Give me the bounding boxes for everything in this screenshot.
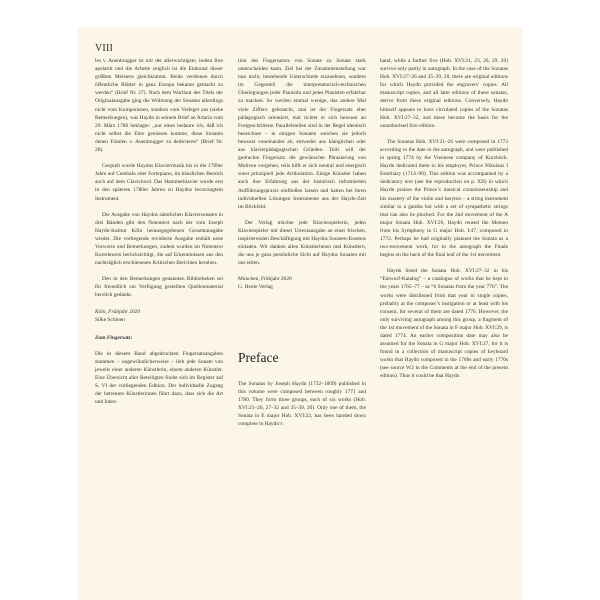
english-preface-column-3 (380, 57, 508, 389)
preface-heading: Preface (238, 350, 279, 365)
signature-name: Silke Schloen (95, 316, 125, 323)
german-preface-column-1 (95, 57, 223, 414)
signature-place-date: Köln, Frühjahr 2020 (95, 308, 141, 315)
signature-block (238, 275, 366, 291)
signature-block (95, 308, 223, 324)
paragraph: Den in den Bemerkungen genannten Bibliotheken sei für freundlich zur Verfügung gestellten Quellenmaterial herzlich gedankt. (95, 276, 223, 299)
paragraph: Haydn listed the Sonata Hob. XVI:27–32 in his “Entwurf-Katalog” – a catalogue of works that he kept in the years 1765–77 – as “6 Sonatas from the year 776”. The works were distributed from that year in single copies, probably at the composer’s instigation or at least with his consent, for several of them are dated 1776. However, the only surviving autograph among this group, a fragment of the 1st movement of the Sonata in F major Hob. XVI:29, is dated 1774. An earlier composition date may also be assumed for the Sonata in G major Hob. XVI:27, for it is found in a collection of manuscript copies of keyboard works that Haydn composed in the 1760s and early 1770s (see source W2 in the Comments at the end of the present edition). Thus it could be that Haydn (380, 268, 509, 380)
paragraph: The Sonatas by Joseph Haydn (1732–1809) published in this volume were composed between roughly 1771 and 1780. They form three groups, each of six works (Hob. XVI:21–26, 27–32 and 35–39, 20). Only one of them, the Sonata in E major Hob. XVI:22, has been handed down complete in Haydn’s (238, 381, 366, 428)
signature-place-date: München, Frühjahr 2020 (238, 276, 292, 283)
german-preface-column-2 (238, 57, 366, 302)
paragraph: hand, while a further five (Hob. XVI:21, 23, 26, 29, 20) survive only partly in autograph. In the case of the Sonatas Hob. XVI:27–26 and 35–39, 20, there are original editions for which Haydn provided the engravers’ copies. All manuscript copies, and all later editions of these sonatas, derive from these original editions. Conversely, Haydn himself appears to have circulated copies of the Sonatas Hob. XVI:27–32, and these become the basis for the unauthorised first edition. (380, 58, 508, 129)
paragraph: Die in diesem Band abgedruckten Fingersatzangaben stammen – ungewöhnlicherweise – lieb jede Sonate von jeweils einer anderen Künstlerin, einem anderen Künstler. Eine Übersicht aller Beteiligten findet sich im Register auf S. VI der vorliegenden Edition. Der individuelle Zugang der betreuten Künstlerinnen führt dazu, dass sich die Art und Inten- (95, 350, 223, 406)
paragraph: The Sonatas Hob. XVI:21–26 were composed in 1773 according to the date in the autograph, and were published in spring 1774 by the Viennese company of Kurzböck. Haydn dedicated them to his employer, Prince Nikolaus I Esterházy (1714–90). This edition was accompanied by a dedicatory text (see the reproduction on p. XII) in which Haydn praises the Prince’s musical connoisseurship and his mastery of the violin and baryton – a string instrument similar to a gamba but with a set of sympathetic strings that can also be plucked. For the 2nd movement of the A major Sonata Hob. XVI:26, Haydn reused the Menuet from his Symphony in G major Hob. I:47, composed in 1772. Perhaps he had originally planned the Sonata as a two-movement work, for in the autograph the Finale begins on the back of the final leaf of the 1st movement. (380, 138, 508, 259)
paragraph: Der Verlag möchte jede Klavierspielerin, jeden Klavierspieler mit dieser Urtextausgabe an einer frischen, inspirierenden Beschäftigung mit Haydns Sonaten-Kosmos einladen. Wir danken allen Künstlerinnen und Künstlern, die uns je ganz persönliche Sicht auf Haydns Sonaten mit uns teilen. (238, 219, 366, 267)
english-preface-column-2 (238, 380, 366, 429)
paragraph: tion des Fingersatzes von Sonate zu Sonate stark unterscheiden kann. Ziel bei der Zusammenstellung war nun nicht, bestehende Unterschiede einzuebnen, sondern im Gegenteil die interpretatorisch-technischen Überlegungen jeder Pianistin und jedes Pianisten erfahrbar zu machen. So werden einmal wenige, das andere Mal viele Ziffern gebraucht, mal ist der Fingersatz eher pädagogisch orientiert, mal richtet er sich bewusst an Fortgeschrittene. Parallelstellen sind in der Regel identisch bezeichnet – in einigen Sonaten weichen sie jedoch bewusst voneinander ab, entweder aus klanglichen oder aus klavierpädagogischen Gründen. Teils will der gedruckte Fingersatz die gewünschte Phrasierung von Motiven vorgeben, teils hilft er sich neutral und energisch sonst prinzipiell jede Artikulation. Einige Künstler haben auch ihre Erfahrung aus der historisch informierten Aufführungspraxis einfließen lassen und hatten bei ihren individuellen Lösungen Instrumente aus der Haydn-Zeit im Blickfeld. (238, 58, 366, 210)
paragraph: Die Ausgabe von Haydns sämtlichen Klaviersonaten in drei Bänden gibt den Notentext nach der vom Joseph Haydn-Institut Köln herausgegebenen Gesamtausgabe wieder. Die vorliegende revidierte Ausgabe enthält neue Vorworte und Bemerkungen, zudem wurden im Notentext Korrekturen berücksichtigt, die auf Erkenntnissen aus den nachträglich erschienenen Kritischen Berichten beruhen. (95, 211, 223, 267)
page-number: VIII (95, 43, 114, 54)
paragraph: les v. Anenbrugger ist mir der allerwichtigste, indem Ihre apelartit und die Arbeite zeiglich ist die Einkunst dieser größten Meistern gleichkommt. Beide verdienen durch öffentliche Blätter in ganz Europa bekannt gemacht zu werden“ (Brief Nr. 27). Nach dem Wortlaut des Titels der Originalausgabe ging die Widmung der Sonaten allerdings nicht vom Komponisten, sondern vom Verleger aus (siehe Bemerkungen), was Haydn in seinem Brief an Artaria vom 20. März 1780 beklagte: „nur eines bedaure ich, daß ich nicht selbst die Ehre genüssen komme, diese Sonaten denen Fräulen v. Auenbrugger zu dedicieren“ (Brief Nr. 28). (95, 58, 223, 154)
paragraph: Gespielt wurde Haydns Klaviermusik bis in die 1780er Jahre auf Cembalo oder Fortepiano, im häuslichen Bereich auch auf dem Clavichord. Das Hammerklavier wurde erst in den späteren 1780er Jahren zu Haydns bevorzugtem Instrument. (95, 163, 223, 202)
fingering-subheading: Zum Fingersatz: (95, 334, 133, 341)
signature-name: G. Henle Verlag (238, 284, 273, 291)
score-page (78, 27, 522, 600)
